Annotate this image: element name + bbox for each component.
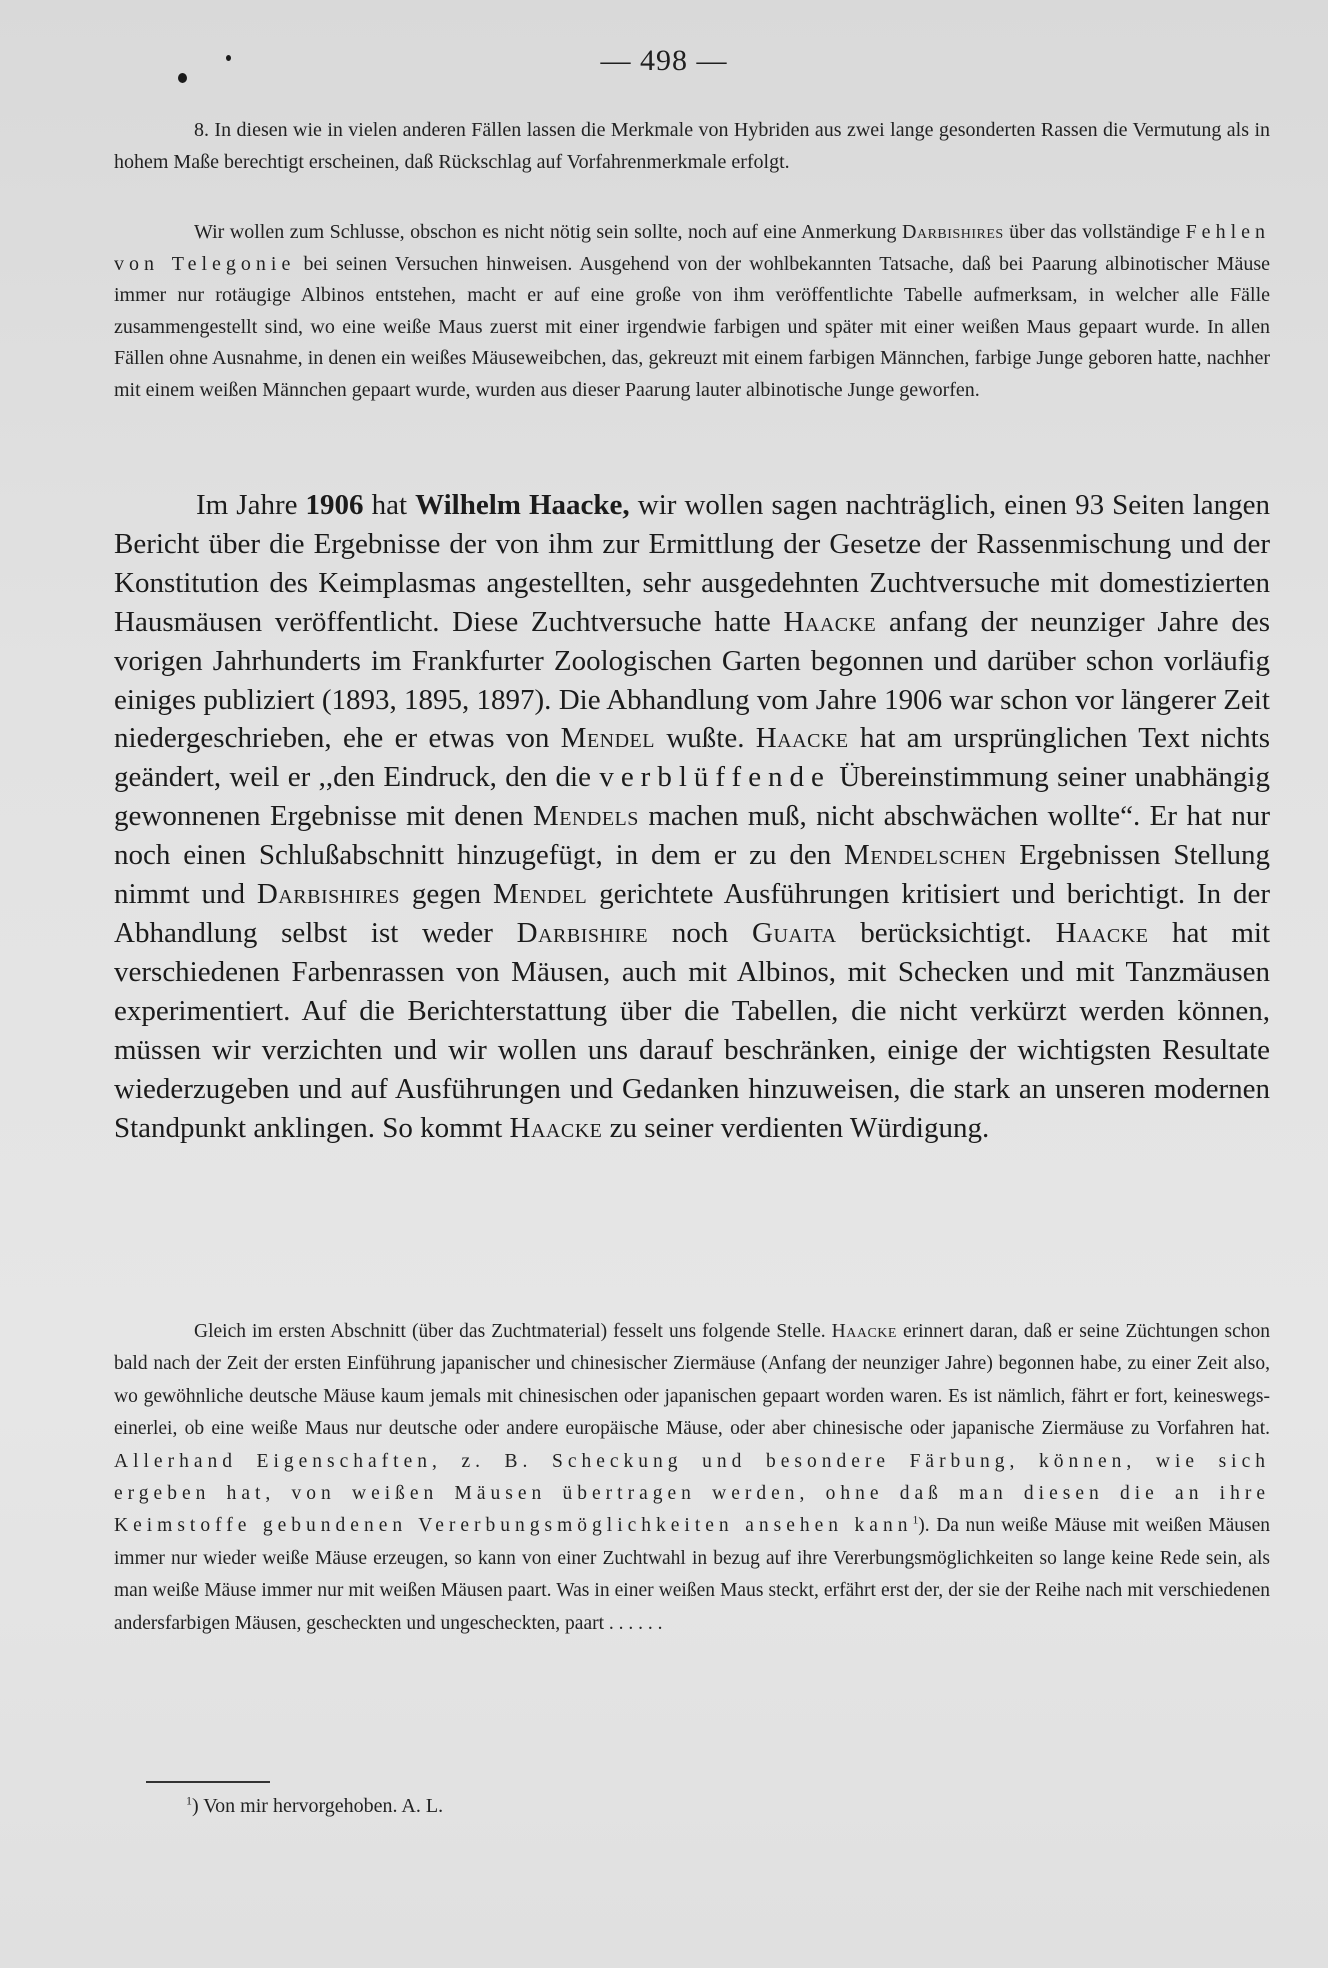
text-run: wir wollen sagen nachträglich, einen 93 Seiten langen Bericht über die Ergebnisse der von ihm zur Ermittlung der Gesetze der Rassenmischung und der Konstitution des Keimplasmas angestellten, sehr ausgedehnten Zuchtversuche mit domestizierten Hausmäusen veröffentlicht. Diese Zuchtversuche hatte — [114, 489, 1271, 638]
text-run: ). Da nun weiße Mäuse mit weißen Mäusen immer nur wieder weiße Mäuse erzeugen, so kann von einer Zuchtwahl in bezug auf ihre Vererbungsmöglichkeiten so lange keine Rede sein, als man weiße Mäuse immer nur mit weißen Mäusen paart. Was in einer weißen Maus steckt, erfährt erst der, der sie der Reihe nach mit verschiedenen andersfarbigen Mäusen, gescheckten und ungescheckten, paart . . . . . . — [114, 1515, 1270, 1634]
author-name: Guaita — [752, 916, 837, 949]
author-name: Haacke — [1055, 916, 1149, 949]
text-run: über das vollständige — [1003, 221, 1186, 243]
text-run: Übereinstimmung seiner unabhängig gewonnenen Ergebnisse mit denen — [114, 761, 1270, 833]
footnote-ref: 1 — [912, 1513, 919, 1527]
text-run: berücksichtigt. — [836, 916, 1056, 949]
text-run: gerichtete Ausführungen kritisiert und berichtigt. In der Abhandlung selbst ist weder — [114, 878, 1271, 949]
author-name: Mendelschen — [844, 839, 1007, 872]
paragraph-haacke — [114, 486, 1270, 1147]
text-run: hat am ursprünglichen Text nichts geändert, weil er ,,den Eindruck, den die — [114, 722, 1270, 794]
text-run: erinnert daran, daß er seine Züchtungen schon bald nach der Zeit der ersten Einführung japanischer und chinesischer Ziermäuse (Anfang der neunziger Jahre) begonnen habe, zu einer Zeit also, wo gewöhnliche deutsche Mäuse kaum jemals mit chinesischen oder japanischen gepaart worden waren. Es ist nämlich, fährt er fort, keineswegs-einerlei, ob eine weiße Maus nur deutsche oder andere europäische Mäuse, oder aber chinesische oder japanische Ziermäuse zu Vorfahren hat. — [114, 1321, 1270, 1440]
text-run: gegen — [400, 878, 493, 911]
text-run: wußte. — [654, 722, 756, 755]
author-name: Haacke — [509, 1111, 603, 1144]
author-name: Mendel — [560, 722, 655, 755]
paragraph-zuchtmaterial — [114, 1316, 1270, 1640]
emphasis-spaced: Allerhand Eigenschaften, z. B. Scheckung und besondere Färbung, können, wie sich ergeben hat, von weißen Mäusen übertragen werden, ohne daß man diesen die an ihre Keimstoffe gebundenen Vererbungsmöglichkeiten ansehen kann — [114, 1450, 1270, 1537]
text-run: Gleich im ersten Abschnitt (über das Zuchtmaterial) fesselt uns folgende Stelle. — [194, 1321, 832, 1342]
text-run: bei seinen Versuchen hinweisen. Ausgehend von der wohlbekannten Tatsache, daß bei Paarung albinotischer Mäuse immer nur rotäugige Albinos entstehen, macht er auf eine große von ihm veröffentlichte Tabelle aufmerksam, in welcher alle Fälle zusammengestellt sind, wo eine weiße Maus zuerst mit einer irgendwie farbigen und später mit einer weißen Maus gepaart wurde. In allen Fällen ohne Ausnahme, in denen ein weißes Mäuseweibchen, das, gekreuzt mit einem farbigen Männchen, farbige Junge geboren hatte, nachher mit einem weißen Männchen gepaart wurde, wurden aus dieser Paarung lauter albinotische Junge geworfen. — [114, 252, 1271, 401]
text-run: hat — [363, 489, 416, 521]
text-run: Im Jahre — [196, 489, 306, 521]
author-name: Haacke — [831, 1321, 897, 1342]
author-name: Darbishires — [256, 878, 401, 911]
text-run: anfang der neunziger Jahre des vorigen Jahrhunderts im Frankfurter Zoologischen Garten begonnen und darüber schon vorläufig einiges publiziert (1893, 1895, 1897). Die Abhandlung vom Jahre 1906 war schon vor längerer Zeit niedergeschrieben, ehe er etwas von — [114, 605, 1270, 755]
text-run: zu seiner verdienten Würdigung. — [602, 1111, 990, 1144]
author-name: Haacke — [783, 605, 877, 638]
year-bold: 1906 — [305, 489, 364, 521]
footnote-divider — [146, 1781, 270, 1783]
text-run: machen muß, nicht abschwächen wollte“. Er hat nur noch einen Schlußabschnitt hinzugefügt, in dem er zu den — [114, 800, 1270, 872]
footnote — [186, 1795, 443, 1818]
footnote-text: ) Von mir hervorgehoben. A. L. — [192, 1795, 444, 1817]
author-name-bold: Wilhelm Haacke, — [415, 489, 630, 521]
footnote-marker: 1 — [186, 1793, 192, 1808]
page-number: — 498 — — [600, 44, 728, 77]
paragraph-8 — [114, 115, 1270, 178]
author-name: Mendels — [532, 800, 639, 833]
author-name: Mendel — [492, 878, 588, 911]
author-name: Haacke — [755, 722, 849, 755]
text-run: Wir wollen zum Schlusse, obschon es nicht nötig sein sollte, noch auf eine Anmerkung — [194, 221, 903, 243]
author-name: Darbishires — [902, 221, 1004, 243]
paragraph-telegonie — [114, 217, 1270, 406]
paragraph-text: 8. In diesen wie in vielen anderen Fällen lassen die Merkmale von Hybriden aus zwei lange gesonderten Rassen die Vermutung als in hohem Maße berechtigt erscheinen, daß Rückschlag auf Vorfahrenmerkmale erfolgt. — [114, 119, 1270, 173]
text-run: noch — [648, 916, 752, 949]
text-run: hat mit verschiedenen Farbenrassen von Mäusen, auch mit Albinos, mit Schecken und mit Tanzmäusen experimentiert. Auf die Berichterstattung über die Tabellen, die nicht verkürzt werden können, müssen wir verzichten und wir wollen uns darauf beschränken, einige der wichtigsten Resultate wiederzugeben und auf Ausführungen und Gedanken hinzuweisen, die stark an unseren modernen Standpunkt anklingen. So kommt — [114, 916, 1270, 1144]
author-name: Darbishire — [516, 916, 649, 949]
emphasis-spaced: Fehlen von Telegonie — [114, 221, 1270, 275]
text-run: Ergebnissen Stellung nimmt und — [114, 839, 1271, 911]
emphasis-spaced: verblüffende — [599, 761, 831, 794]
